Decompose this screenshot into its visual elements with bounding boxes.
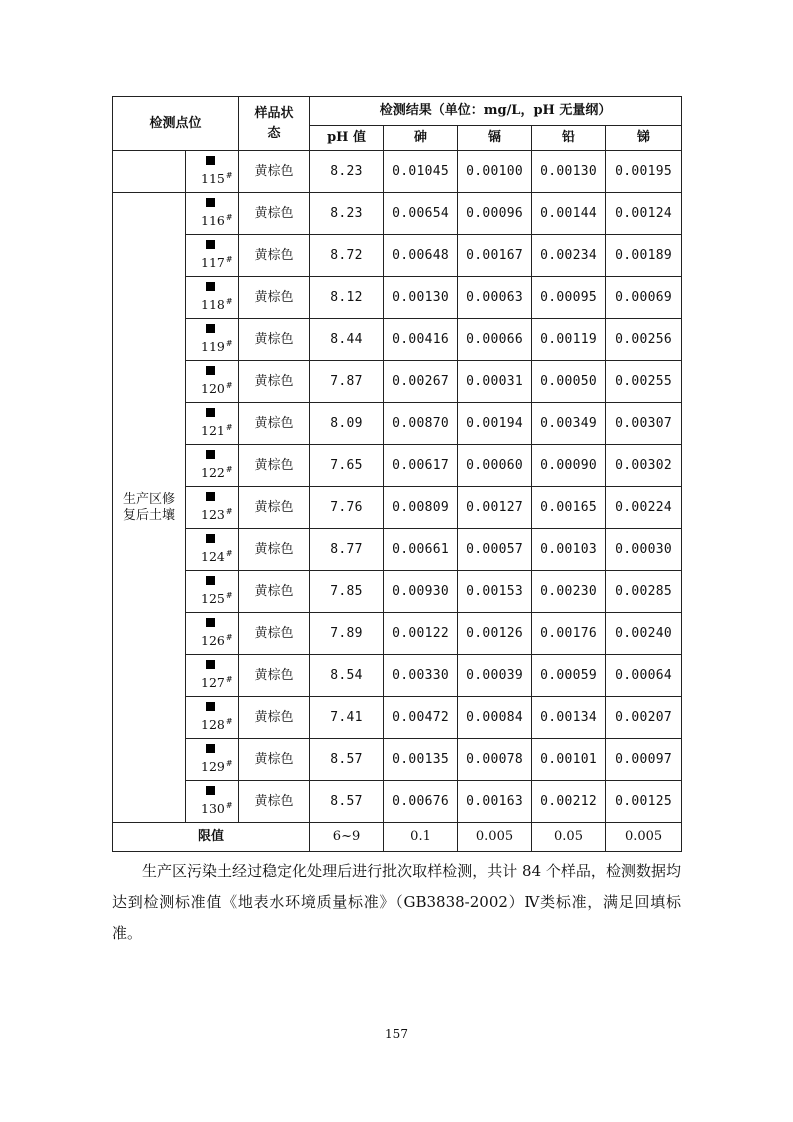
lead-value: 0.00349 — [532, 403, 606, 445]
lead-value: 0.00119 — [532, 319, 606, 361]
antimony-value: 0.00030 — [606, 529, 682, 571]
square-marker-icon — [206, 450, 215, 459]
region-label-text: 生产区修复后土壤 — [122, 491, 175, 523]
lead-value: 0.00050 — [532, 361, 606, 403]
cadmium-value: 0.00100 — [458, 151, 532, 193]
arsenic-value: 0.00661 — [384, 529, 458, 571]
sample-id-cell — [186, 655, 239, 697]
lead-value: 0.00095 — [532, 277, 606, 319]
antimony-value: 0.00302 — [606, 445, 682, 487]
sample-id-cell — [186, 613, 239, 655]
sample-id-number: 123 — [201, 507, 225, 523]
sample-id-number: 126 — [201, 633, 225, 649]
sample-id — [186, 672, 238, 691]
ph-value: 8.77 — [310, 529, 384, 571]
sample-state: 黄棕色 — [239, 739, 310, 781]
sample-id-cell — [186, 739, 239, 781]
limit-value: 0.1 — [384, 823, 458, 852]
antimony-value: 0.00124 — [606, 193, 682, 235]
table-row — [113, 487, 682, 529]
sample-state: 黄棕色 — [239, 529, 310, 571]
sample-id — [186, 756, 238, 775]
square-marker-icon — [206, 408, 215, 417]
sample-id-number: 124 — [201, 549, 225, 565]
table-row — [113, 235, 682, 277]
table-row — [113, 655, 682, 697]
sample-id — [186, 630, 238, 649]
cadmium-value: 0.00039 — [458, 655, 532, 697]
header-col-lead: 铅 — [532, 126, 606, 151]
limit-value: 0.05 — [532, 823, 606, 852]
antimony-value: 0.00307 — [606, 403, 682, 445]
table-row — [113, 361, 682, 403]
table-row — [113, 781, 682, 823]
sample-state: 黄棕色 — [239, 781, 310, 823]
arsenic-value: 0.00267 — [384, 361, 458, 403]
sample-id-suffix: # — [225, 254, 233, 264]
sample-id-suffix: # — [225, 632, 233, 642]
cadmium-value: 0.00060 — [458, 445, 532, 487]
antimony-value: 0.00255 — [606, 361, 682, 403]
sample-id-cell — [186, 697, 239, 739]
arsenic-value: 0.00330 — [384, 655, 458, 697]
table-row — [113, 193, 682, 235]
ph-value: 8.23 — [310, 193, 384, 235]
antimony-value: 0.00224 — [606, 487, 682, 529]
sample-id — [186, 462, 238, 481]
header-location: 检测点位 — [113, 97, 239, 151]
header-col-ph: pH 值 — [310, 126, 384, 151]
lead-value: 0.00176 — [532, 613, 606, 655]
square-marker-icon — [206, 240, 215, 249]
cadmium-value: 0.00031 — [458, 361, 532, 403]
arsenic-value: 0.00472 — [384, 697, 458, 739]
square-marker-icon — [206, 534, 215, 543]
cadmium-value: 0.00066 — [458, 319, 532, 361]
square-marker-icon — [206, 576, 215, 585]
sample-state: 黄棕色 — [239, 361, 310, 403]
arsenic-value: 0.00122 — [384, 613, 458, 655]
arsenic-value: 0.00648 — [384, 235, 458, 277]
sample-id-cell — [186, 193, 239, 235]
antimony-value: 0.00240 — [606, 613, 682, 655]
antimony-value: 0.00125 — [606, 781, 682, 823]
sample-id — [186, 336, 238, 355]
sample-id-suffix: # — [225, 296, 233, 306]
cadmium-value: 0.00163 — [458, 781, 532, 823]
sample-id — [186, 714, 238, 733]
table-row — [113, 403, 682, 445]
square-marker-icon — [206, 324, 215, 333]
ph-value: 8.44 — [310, 319, 384, 361]
ph-value: 8.12 — [310, 277, 384, 319]
arsenic-value: 0.00930 — [384, 571, 458, 613]
limit-value: 0.005 — [606, 823, 682, 852]
limit-value: 6~9 — [310, 823, 384, 852]
sample-id-suffix: # — [225, 674, 233, 684]
arsenic-value: 0.00809 — [384, 487, 458, 529]
square-marker-icon — [206, 282, 215, 291]
sample-id-number: 127 — [201, 675, 225, 691]
antimony-value: 0.00064 — [606, 655, 682, 697]
cadmium-value: 0.00084 — [458, 697, 532, 739]
sample-id-cell — [186, 403, 239, 445]
sample-state: 黄棕色 — [239, 151, 310, 193]
summary-text: 生产区污染土经过稳定化处理后进行批次取样检测，共计 84 个样品，检测数据均达到检测标准值《地表水环境质量标准》（GB3838-2002）Ⅳ类标准，满足回填标准。 — [112, 862, 681, 942]
sample-id-suffix: # — [225, 464, 233, 474]
sample-id-number: 116 — [201, 213, 225, 229]
sample-state: 黄棕色 — [239, 193, 310, 235]
header-state: 样品状态 — [239, 97, 310, 151]
square-marker-icon — [206, 198, 215, 207]
lead-value: 0.00234 — [532, 235, 606, 277]
square-marker-icon — [206, 492, 215, 501]
square-marker-icon — [206, 786, 215, 795]
arsenic-value: 0.00416 — [384, 319, 458, 361]
ph-value: 8.09 — [310, 403, 384, 445]
lead-value: 0.00101 — [532, 739, 606, 781]
sample-state: 黄棕色 — [239, 403, 310, 445]
sample-state: 黄棕色 — [239, 319, 310, 361]
sample-id-suffix: # — [225, 212, 233, 222]
sample-id — [186, 588, 238, 607]
limit-value: 0.005 — [458, 823, 532, 852]
sample-id-cell — [186, 487, 239, 529]
arsenic-value: 0.00135 — [384, 739, 458, 781]
sample-id-number: 119 — [201, 339, 225, 355]
table-row — [113, 151, 682, 193]
lead-value: 0.00130 — [532, 151, 606, 193]
lead-value: 0.00103 — [532, 529, 606, 571]
results-table — [112, 96, 682, 852]
limit-label: 限值 — [113, 823, 310, 852]
ph-value: 7.76 — [310, 487, 384, 529]
cadmium-value: 0.00063 — [458, 277, 532, 319]
sample-id-suffix: # — [225, 548, 233, 558]
sample-id-cell — [186, 277, 239, 319]
sample-id-number: 118 — [201, 297, 225, 313]
cadmium-value: 0.00153 — [458, 571, 532, 613]
arsenic-value: 0.00870 — [384, 403, 458, 445]
sample-id-cell — [186, 151, 239, 193]
sample-id-cell — [186, 361, 239, 403]
sample-state: 黄棕色 — [239, 697, 310, 739]
sample-id — [186, 546, 238, 565]
ph-value: 7.65 — [310, 445, 384, 487]
lead-value: 0.00212 — [532, 781, 606, 823]
table-row — [113, 277, 682, 319]
table-row — [113, 319, 682, 361]
cadmium-value: 0.00126 — [458, 613, 532, 655]
sample-state: 黄棕色 — [239, 487, 310, 529]
sample-id — [186, 420, 238, 439]
arsenic-value: 0.00654 — [384, 193, 458, 235]
header-results: 检测结果（单位：mg/L，pH 无量纲） — [310, 97, 682, 126]
region-cell-empty — [113, 151, 186, 193]
sample-state: 黄棕色 — [239, 655, 310, 697]
sample-id-number: 117 — [201, 255, 225, 271]
sample-id-cell — [186, 235, 239, 277]
ph-value: 8.57 — [310, 739, 384, 781]
sample-id-cell — [186, 445, 239, 487]
ph-value: 7.89 — [310, 613, 384, 655]
sample-id-number: 121 — [201, 423, 225, 439]
ph-value: 8.57 — [310, 781, 384, 823]
cadmium-value: 0.00194 — [458, 403, 532, 445]
square-marker-icon — [206, 702, 215, 711]
sample-id — [186, 378, 238, 397]
header-col-antimony: 锑 — [606, 126, 682, 151]
lead-value: 0.00134 — [532, 697, 606, 739]
cadmium-value: 0.00127 — [458, 487, 532, 529]
arsenic-value: 0.00130 — [384, 277, 458, 319]
antimony-value: 0.00285 — [606, 571, 682, 613]
table-row — [113, 445, 682, 487]
cadmium-value: 0.00057 — [458, 529, 532, 571]
arsenic-value: 0.00617 — [384, 445, 458, 487]
sample-id-suffix: # — [225, 338, 233, 348]
sample-state: 黄棕色 — [239, 445, 310, 487]
sample-id-number: 128 — [201, 717, 225, 733]
lead-value: 0.00090 — [532, 445, 606, 487]
lead-value: 0.00059 — [532, 655, 606, 697]
square-marker-icon — [206, 366, 215, 375]
ph-value: 8.72 — [310, 235, 384, 277]
sample-state: 黄棕色 — [239, 571, 310, 613]
sample-id-suffix: # — [225, 590, 233, 600]
sample-id — [186, 252, 238, 271]
cadmium-value: 0.00078 — [458, 739, 532, 781]
page-number: 157 — [385, 1027, 408, 1041]
ph-value: 7.85 — [310, 571, 384, 613]
sample-id-suffix: # — [225, 380, 233, 390]
sample-id-suffix: # — [225, 758, 233, 768]
table-row — [113, 613, 682, 655]
ph-value: 8.54 — [310, 655, 384, 697]
cadmium-value: 0.00167 — [458, 235, 532, 277]
cadmium-value: 0.00096 — [458, 193, 532, 235]
sample-id-cell — [186, 319, 239, 361]
sample-id-cell — [186, 781, 239, 823]
sample-id-number: 115 — [201, 171, 225, 187]
antimony-value: 0.00097 — [606, 739, 682, 781]
antimony-value: 0.00069 — [606, 277, 682, 319]
lead-value: 0.00165 — [532, 487, 606, 529]
header-col-arsenic: 砷 — [384, 126, 458, 151]
ph-value: 7.41 — [310, 697, 384, 739]
ph-value: 7.87 — [310, 361, 384, 403]
sample-id — [186, 798, 238, 817]
square-marker-icon — [206, 744, 215, 753]
region-label — [113, 193, 186, 823]
table-row — [113, 529, 682, 571]
antimony-value: 0.00256 — [606, 319, 682, 361]
summary-paragraph — [112, 856, 681, 949]
sample-id — [186, 504, 238, 523]
sample-id-suffix: # — [225, 800, 233, 810]
arsenic-value: 0.00676 — [384, 781, 458, 823]
sample-id-suffix: # — [225, 716, 233, 726]
antimony-value: 0.00195 — [606, 151, 682, 193]
limit-row — [113, 823, 682, 852]
table-row — [113, 697, 682, 739]
lead-value: 0.00144 — [532, 193, 606, 235]
sample-id-suffix: # — [225, 506, 233, 516]
sample-id-cell — [186, 529, 239, 571]
table-row — [113, 739, 682, 781]
sample-id-number: 129 — [201, 759, 225, 775]
table-row — [113, 571, 682, 613]
antimony-value: 0.00207 — [606, 697, 682, 739]
arsenic-value: 0.01045 — [384, 151, 458, 193]
lead-value: 0.00230 — [532, 571, 606, 613]
sample-id — [186, 168, 238, 187]
sample-id-number: 120 — [201, 381, 225, 397]
sample-id-cell — [186, 571, 239, 613]
sample-id-suffix: # — [225, 422, 233, 432]
sample-id-number: 122 — [201, 465, 225, 481]
antimony-value: 0.00189 — [606, 235, 682, 277]
header-col-cadmium: 镉 — [458, 126, 532, 151]
sample-state: 黄棕色 — [239, 235, 310, 277]
square-marker-icon — [206, 156, 215, 165]
sample-id — [186, 294, 238, 313]
ph-value: 8.23 — [310, 151, 384, 193]
sample-id-number: 130 — [201, 801, 225, 817]
sample-id — [186, 210, 238, 229]
sample-id-number: 125 — [201, 591, 225, 607]
sample-state: 黄棕色 — [239, 613, 310, 655]
square-marker-icon — [206, 618, 215, 627]
sample-state: 黄棕色 — [239, 277, 310, 319]
square-marker-icon — [206, 660, 215, 669]
sample-id-suffix: # — [225, 170, 233, 180]
